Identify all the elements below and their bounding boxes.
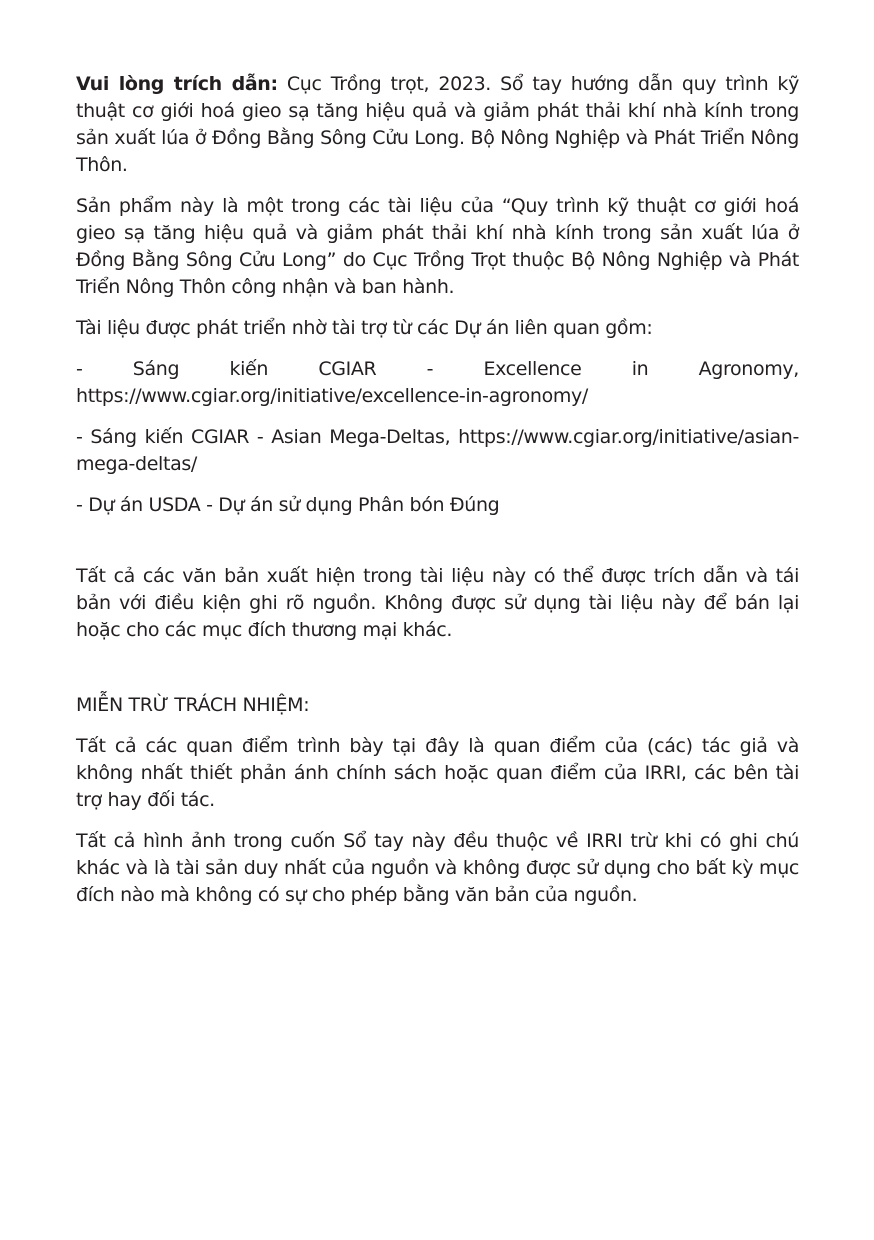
spacer xyxy=(76,658,799,692)
funding-item-2: - Sáng kiến CGIAR - Asian Mega-Deltas, https://www.cgiar.org/initiative/asian-mega-deltas/ xyxy=(76,426,799,475)
intro-paragraph: Sản phẩm này là một trong các tài liệu của “Quy trình kỹ thuật cơ giới hoá gieo sạ tăng hiệu quả và giảm phát thải khí nhà kính trong sản xuất lúa ở Đồng Bằng Sông Cửu Long” do Cục Trồng Trọt thuộc Bộ Nông Nghiệp và Phát Triển Nông Thôn công nhận và ban hành. xyxy=(76,195,799,298)
citation-text: Cục Trồng trọt, 2023. Sổ tay hướng dẫn quy trình kỹ thuật cơ giới hoá gieo sạ tăng hiệu quả và giảm phát thải khí nhà kính trong sản xuất lúa ở Đồng Bằng Sông Cửu Long. Bộ Nông Nghiệp và Phát Triển Nông Thôn. xyxy=(76,73,799,176)
funding-intro: Tài liệu được phát triển nhờ tài trợ từ các Dự án liên quan gồm: xyxy=(76,317,653,339)
funding-item-3: - Dự án USDA - Dự án sử dụng Phân bón Đúng xyxy=(76,494,500,516)
disclaimer-paragraph-2: Tất cả hình ảnh trong cuốn Sổ tay này đều thuộc về IRRI trừ khi có ghi chú khác và là tài sản duy nhất của nguồn và không được sử dụng cho bất kỳ mục đích nào mà không có sự cho phép bằng văn bản của nguồn. xyxy=(76,830,799,906)
funding-item-1: - Sáng kiến CGIAR - Excellence in Agronomy, https://www.cgiar.org/initiative/excellence-in-agronomy/ xyxy=(76,358,799,407)
disclaimer-paragraph-1: Tất cả các quan điểm trình bày tại đây là quan điểm của (các) tác giả và không nhất thiết phản ánh chính sách hoặc quan điểm của IRRI, các bên tài trợ hay đối tác. xyxy=(76,735,799,811)
document-page xyxy=(76,71,799,923)
reproduction-paragraph: Tất cả các văn bản xuất hiện trong tài liệu này có thể được trích dẫn và tái bản với điều kiện ghi rõ nguồn. Không được sử dụng tài liệu này để bán lại hoặc cho các mục đích thương mại khác. xyxy=(76,565,799,641)
citation-paragraph xyxy=(76,71,799,179)
spacer xyxy=(76,533,799,563)
disclaimer-heading: MIỄN TRỪ TRÁCH NHIỆM: xyxy=(76,694,310,716)
citation-label: Vui lòng trích dẫn: xyxy=(76,73,278,95)
